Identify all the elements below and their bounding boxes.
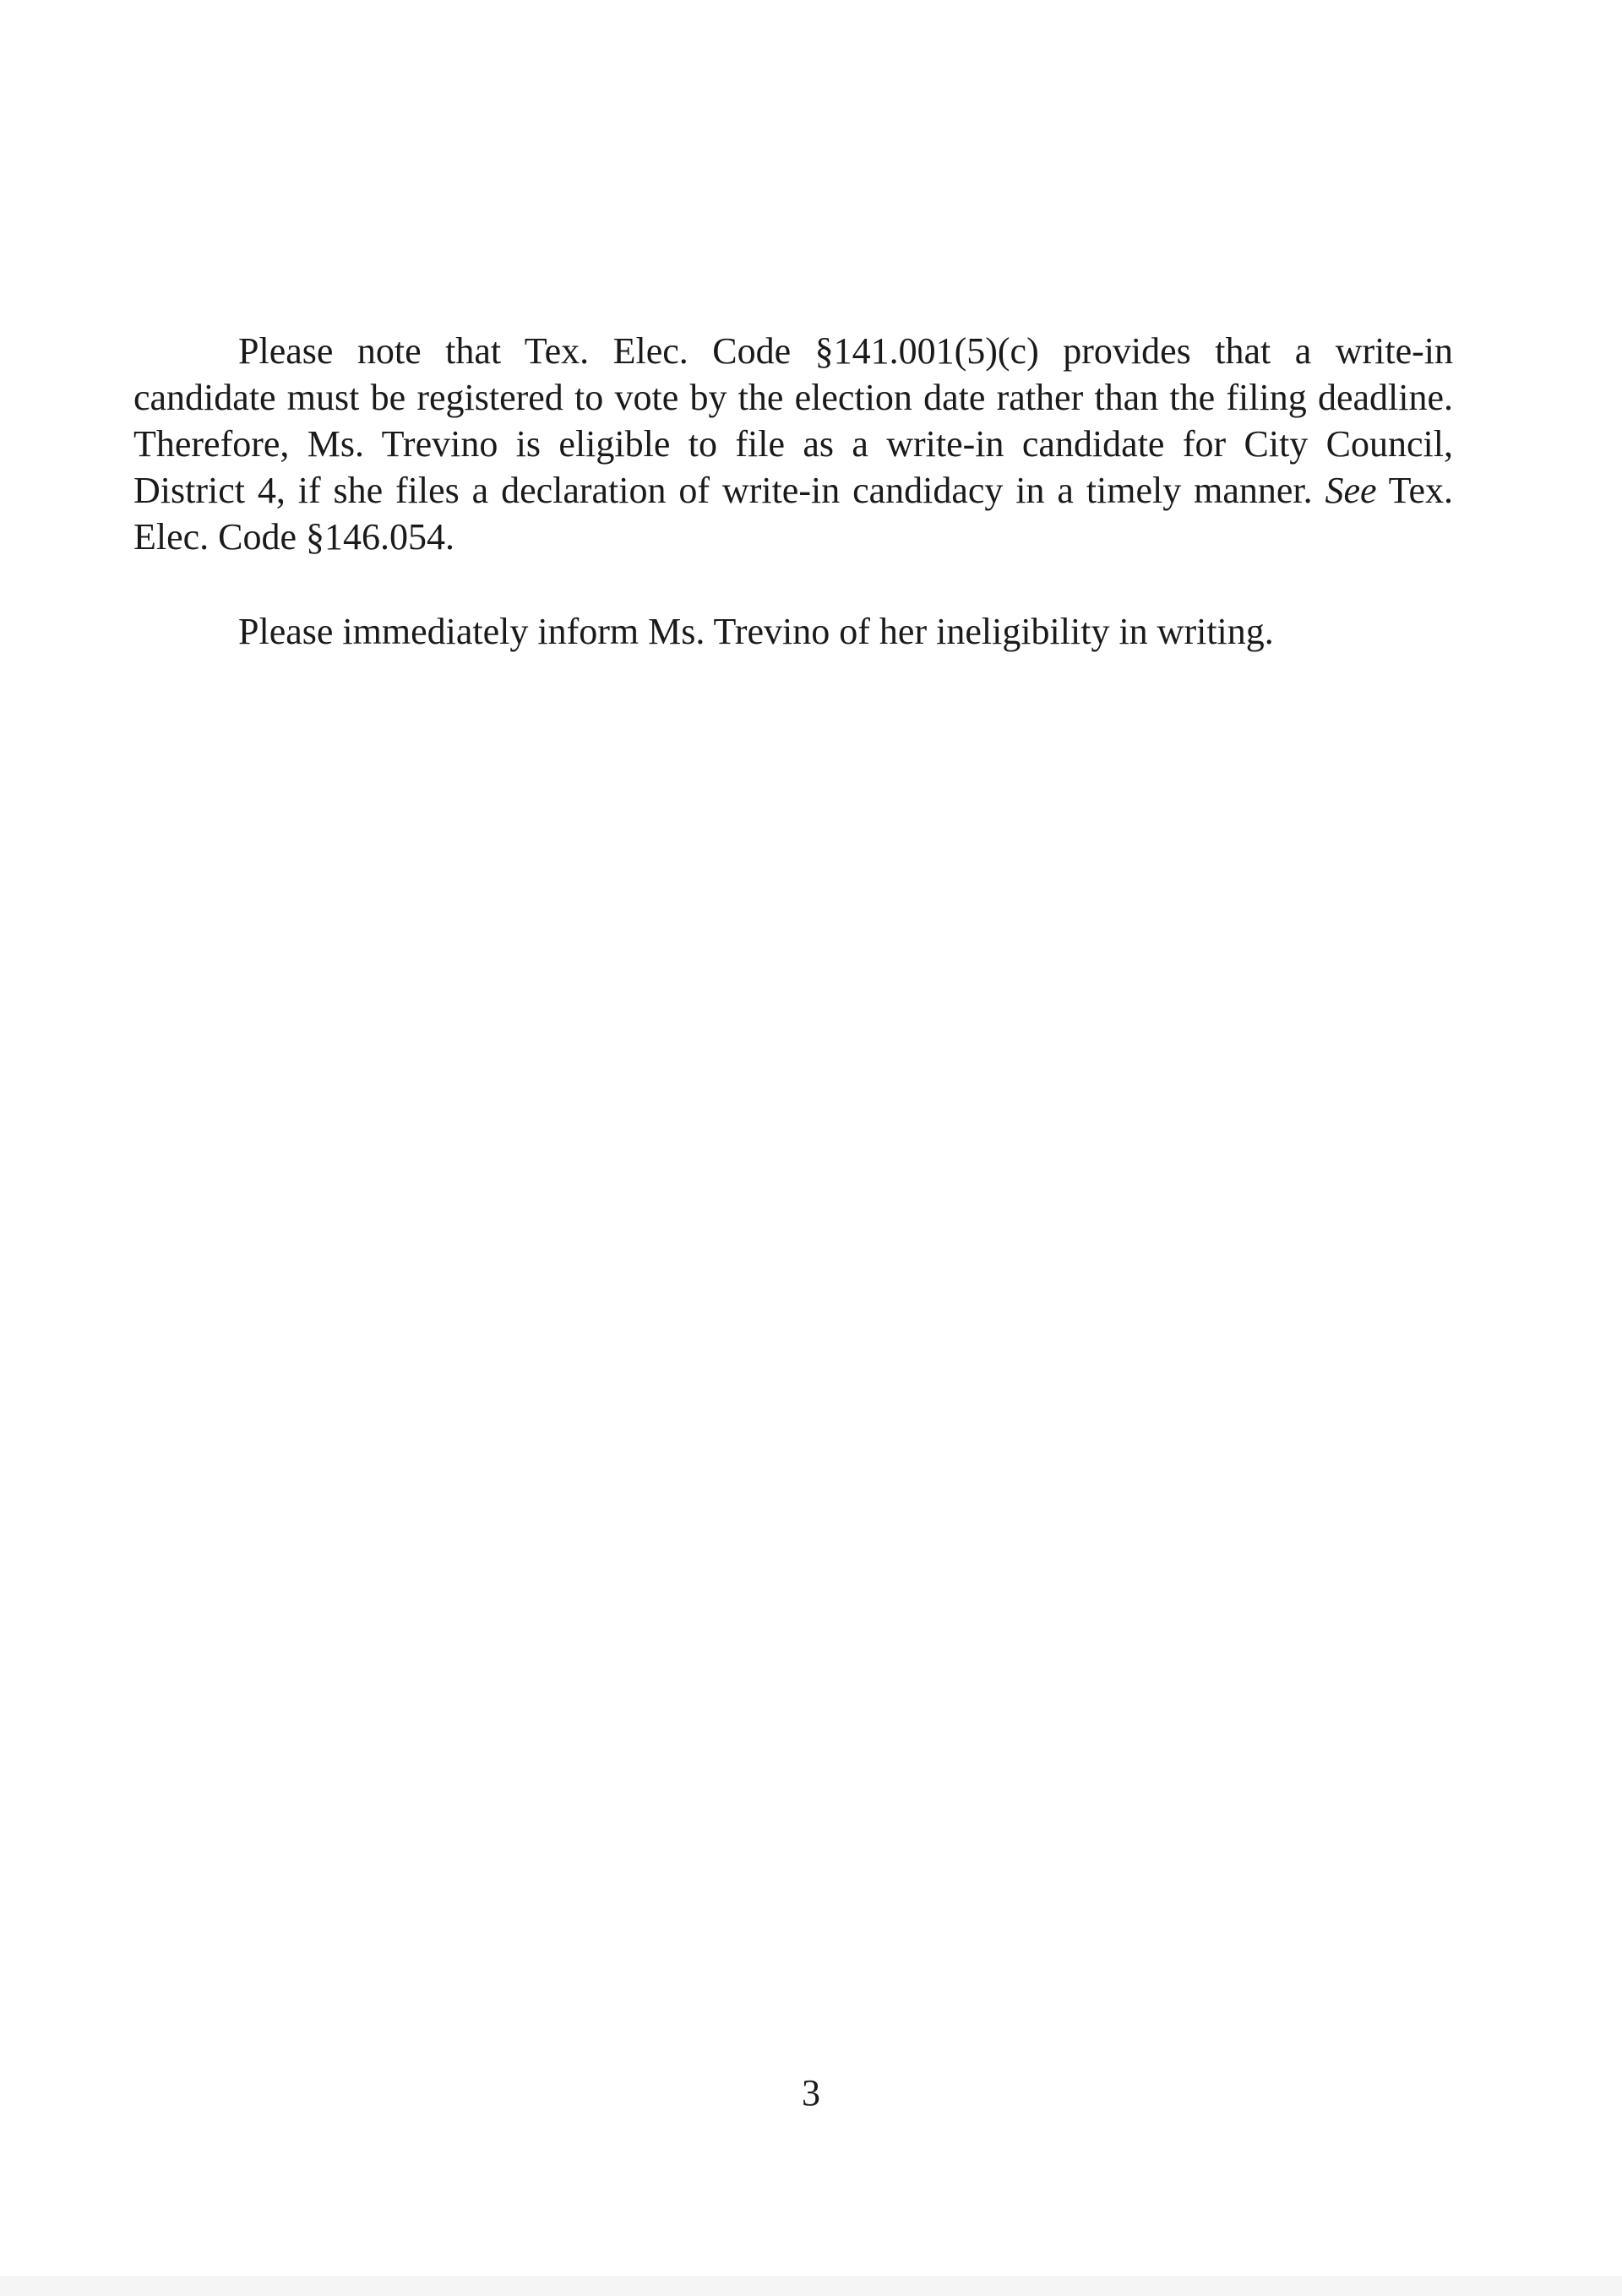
paragraph-1-citation: Tex. Elec. Code §146.054. xyxy=(133,470,1453,558)
see-signal: See xyxy=(1325,470,1377,511)
paragraph-1-text: Please note that Tex. Elec. Code §141.001(5)(c) provides that a write-in candidate must be registered to vote by the election date rather than the filing deadline. Therefore, Ms. Trevino is eligible to file as a write-in candidate for City Council, District 4, if she files a declaration of write-in candidacy in a timely manner. xyxy=(133,330,1453,511)
page-number: 3 xyxy=(802,2072,820,2114)
scan-bottom-edge xyxy=(0,2276,1622,2296)
paragraph-write-in-eligibility xyxy=(133,328,1453,560)
paragraph-inform-ineligibility: Please immediately inform Ms. Trevino of her ineligibility in writing. xyxy=(238,611,1274,652)
